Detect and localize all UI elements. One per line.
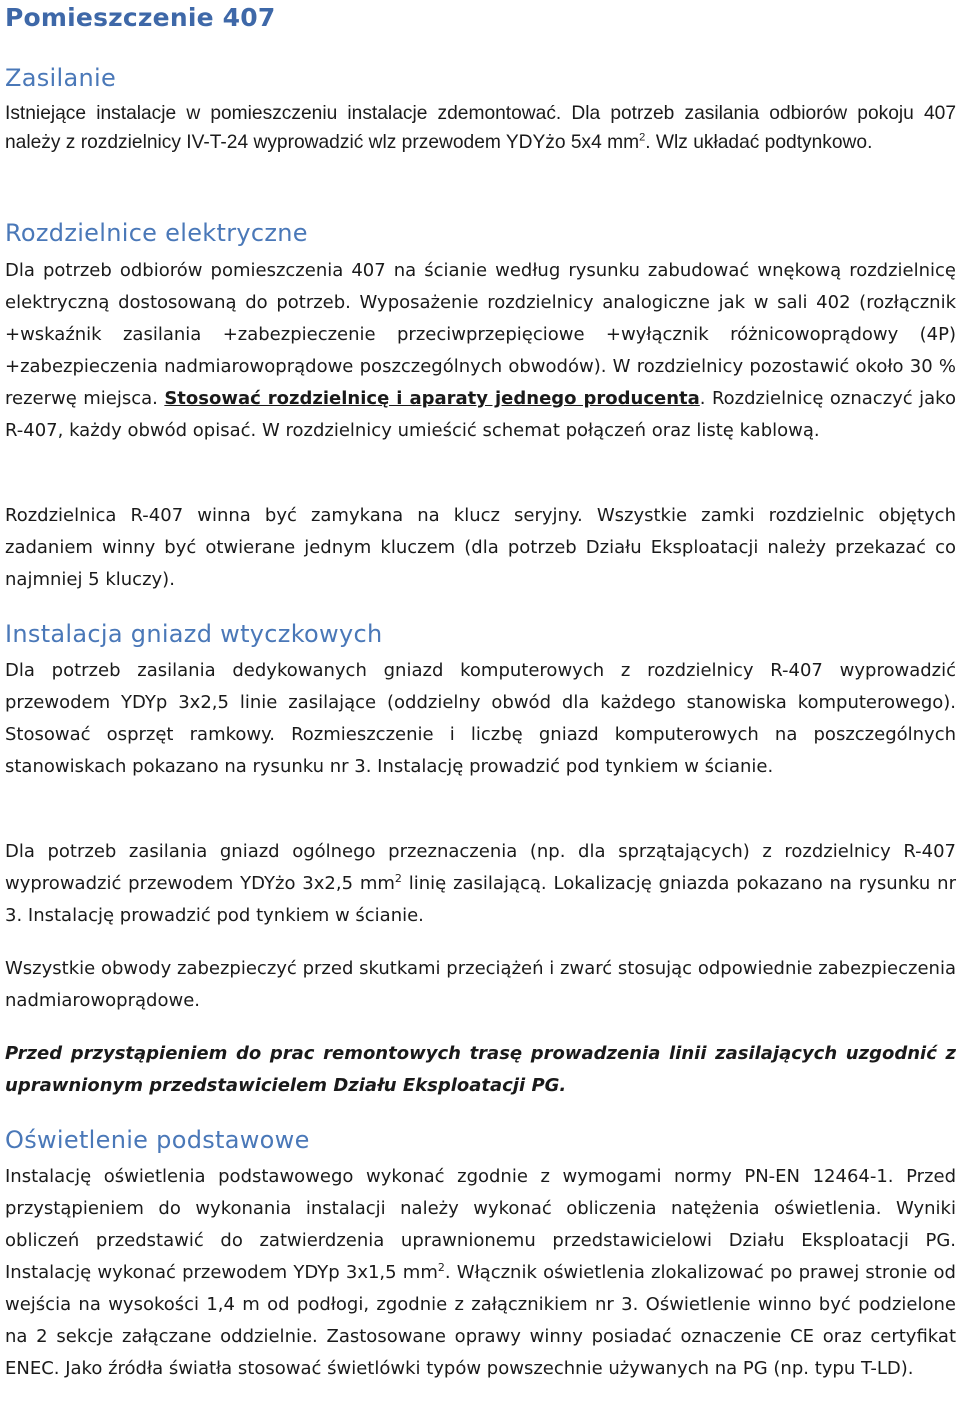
paragraph-gniazda-3: Wszystkie obwody zabezpieczyć przed skutkami przeciążeń i zwarć stosując odpowiednie zabezpieczenia nadmiarowoprądowe. — [5, 958, 956, 1011]
paragraph-zasilanie — [5, 99, 956, 157]
heading-oswietlenie: Oświetlenie podstawowe — [5, 1126, 310, 1154]
superscript: 2 — [394, 872, 402, 885]
text-run: . Włącznik oświetlenia zlokalizować po prawej stronie od wejścia na wysokości 1,4 m od podłogi, zgodnie z załącznikiem nr 3. Oświetlenie winno być podzielone na 2 sekcje załączane oddzielnie. Zastosowane oprawy winny posiadać oznaczenie CE oraz certyfikat ENEC. Jako źródła światła stosować świetlówki typów powszechnie używanych na PG (np. typu T-LD). — [5, 1262, 956, 1379]
paragraph-gniazda-warning: Przed przystąpieniem do prac remontowych trasę prowadzenia linii zasilających uzgodnić z uprawnionym przedstawicielem Działu Eksploatacji PG. — [5, 1043, 956, 1096]
text-run: Istniejące instalacje w pomieszczeniu instalacje zdemontować. Dla potrzeb zasilania odbiorów pokoju 407 należy z rozdzielnicy IV-T-24 wyprowadzić wlz przewodem YDYżo 5x4 mm — [5, 103, 956, 153]
paragraph-gniazda-2 — [5, 836, 956, 932]
superscript: 2 — [437, 1261, 445, 1274]
underlined-requirement: Stosować rozdzielnicę i aparaty jednego producenta — [164, 388, 700, 409]
text-run: . Wlz układać podtynkowo. — [645, 132, 873, 153]
text-run: Dla potrzeb zasilania gniazd ogólnego przeznaczenia (np. dla sprzątających) z rozdzielnicy R-407 wyprowadzić przewodem YDYżo 3x2,5 mm — [5, 841, 956, 894]
text-run: linię zasilającą. Lokalizację gniazda pokazano na rysunku nr 3. Instalację prowadzić pod tynkiem w ścianie. — [5, 873, 956, 926]
paragraph-rozdzielnice-2: Rozdzielnica R-407 winna być zamykana na klucz seryjny. Wszystkie zamki rozdzielnic objętych zadaniem winny być otwierane jednym kluczem (dla potrzeb Działu Eksploatacji należy przekazać co najmniej 5 kluczy). — [5, 505, 956, 590]
heading-gniazda: Instalacja gniazd wtyczkowych — [5, 620, 383, 648]
heading-zasilanie: Zasilanie — [5, 64, 117, 92]
paragraph-rozdzielnice-1 — [5, 255, 956, 447]
heading-rozdzielnice: Rozdzielnice elektryczne — [5, 219, 308, 247]
superscript: 2 — [639, 131, 646, 144]
page-title: Pomieszczenie 407 — [5, 3, 276, 32]
paragraph-oswietlenie — [5, 1161, 956, 1385]
text-run: . Rozdzielnicę oznaczyć jako R-407, każdy obwód opisać. W rozdzielnicy umieścić schemat połączeń oraz listę kablową. — [5, 388, 956, 441]
paragraph-gniazda-1: Dla potrzeb zasilania dedykowanych gniazd komputerowych z rozdzielnicy R-407 wyprowadzić przewodem YDYp 3x2,5 linie zasilające (oddzielny obwód dla każdego stanowiska komputerowego). Stosować osprzęt ramkowy. Rozmieszczenie i liczbę gniazd komputerowych na poszczególnych stanowiskach pokazano na rysunku nr 3. Instalację prowadzić pod tynkiem w ścianie. — [5, 660, 956, 777]
text-run: Instalację oświetlenia podstawowego wykonać zgodnie z wymogami normy PN-EN 12464-1. Przed przystąpieniem do wykonania instalacji należy wykonać obliczenia natężenia oświetlenia. Wyniki obliczeń przedstawić do zatwierdzenia uprawnionemu przedstawicielowi Działu Eksploatacji PG. Instalację wykonać przewodem YDYp 3x1,5 mm — [5, 1166, 956, 1283]
text-run: Dla potrzeb odbiorów pomieszczenia 407 na ścianie według rysunku zabudować wnękową rozdzielnicę elektryczną dostosowaną do potrzeb. Wyposażenie rozdzielnicy analogiczne jak w sali 402 (rozłącznik +wskaźnik zasilania +zabezpieczenie przeciwprzepięciowe +wyłącznik różnicowoprądowy (4P) +zabezpieczenia nadmiarowoprądowe poszczególnych obwodów). W rozdzielnicy pozostawić około 30 % rezerwę miejsca. — [5, 260, 956, 409]
